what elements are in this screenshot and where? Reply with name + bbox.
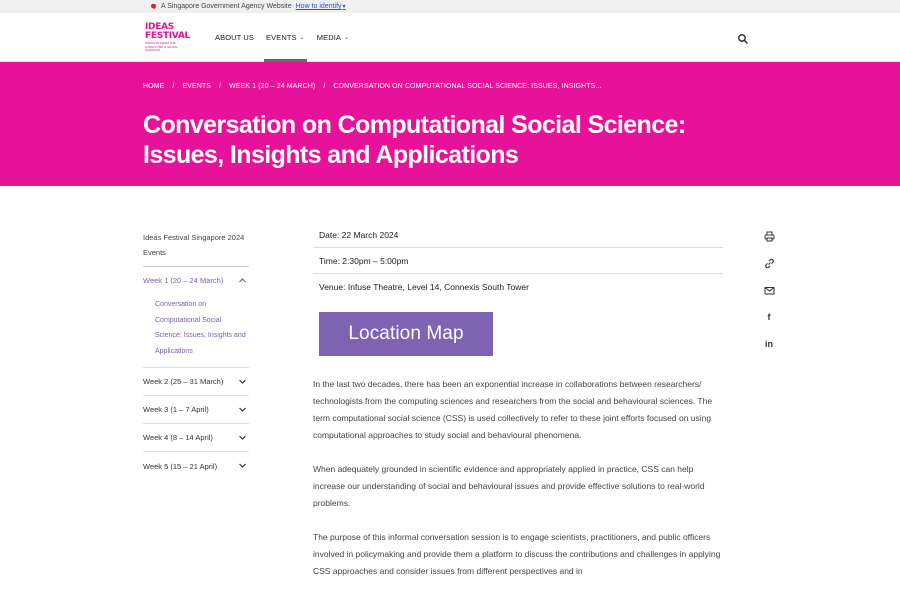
event-description (313, 376, 723, 597)
logo-line-1: IDEAS (145, 22, 174, 32)
event-date: Date: 22 March 2024 (313, 222, 723, 248)
how-to-identify-link[interactable]: How to identify▾ (295, 3, 346, 10)
sidebar-item-current-event[interactable]: Conversation on Computational Social Science: Issues, Insights and Applications (143, 293, 249, 368)
search-icon[interactable] (737, 32, 749, 44)
nav-about-us[interactable]: ABOUT US (215, 33, 255, 42)
description-paragraph: In the last two decades, there has been an exponential increase in collaborations between researchers/ technologists from the computing sciences and researchers from the social and behavioural sciences. The term computational social science (CSS) is used collectively to refer to these joint efforts focused on using computational approaches to study social and behavioural phenomena. (313, 379, 713, 440)
ideas-festival-logo[interactable] (145, 23, 193, 51)
chevron-up-icon (238, 276, 247, 285)
event-content (313, 222, 723, 576)
link-icon[interactable] (763, 257, 775, 269)
linkedin-icon[interactable]: in (765, 339, 773, 349)
sidebar-week-3[interactable] (143, 396, 249, 424)
nav-media[interactable]: MEDIA ⌄ (316, 33, 350, 42)
sidebar-week-label: Week 4 (8 – 14 April) (143, 433, 213, 442)
nav-events[interactable]: EVENTS ⌄ (266, 13, 305, 62)
logo-line-2: FESTIVAL (145, 31, 190, 41)
lion-head-icon (150, 3, 157, 10)
breadcrumb-home[interactable]: HOME (143, 83, 165, 90)
chevron-down-icon: ⌄ (299, 35, 305, 41)
logo-tagline: INSIGHTS FROM THE COMPUTING & SOCIAL SCIENCES (145, 41, 178, 52)
share-toolbar (763, 230, 775, 365)
description-paragraph: When adequately grounded in scientific evidence and appropriately applied in practice, CSS can help increase our understanding of social and behavioural issues and provide effective solutions to real-world problems. (313, 464, 705, 508)
event-venue: Venue: Infuse Theatre, Level 14, Connexis South Tower (319, 282, 529, 292)
main-nav (215, 13, 361, 62)
breadcrumb-separator: / (323, 83, 326, 90)
sidebar-week-label: Week 1 (20 – 24 March) (143, 275, 224, 285)
page-title: Conversation on Computational Social Science: Issues, Insights and Applications (143, 111, 686, 169)
sidebar-heading: Ideas Festival Singapore 2024 Events (143, 230, 249, 267)
breadcrumb-separator: / (172, 83, 175, 90)
sidebar-week-label: Week 2 (25 – 31 March) (143, 377, 224, 386)
breadcrumb-week-1[interactable]: WEEK 1 (20 – 24 MARCH) (229, 83, 316, 90)
description-paragraph: The purpose of this informal conversation session is to engage scientists, practitioners, and public officers involved in policymaking and provide them a platform to discuss the contributions and challenges in applying CSS approaches and consider issues from different perspectives and in (313, 532, 721, 576)
sidebar-week-5[interactable] (143, 452, 249, 480)
chevron-down-icon (238, 461, 247, 470)
breadcrumb-separator: / (219, 83, 222, 90)
chevron-down-icon: ▾ (342, 4, 346, 10)
sidebar-week-1[interactable] (143, 267, 249, 293)
sidebar-week-2[interactable] (143, 368, 249, 396)
events-sidebar (143, 230, 249, 480)
facebook-icon[interactable]: f (767, 312, 771, 322)
sidebar-week-label: Week 3 (1 – 7 April) (143, 405, 209, 414)
breadcrumb-events[interactable]: EVENTS (182, 83, 212, 90)
breadcrumb-current: CONVERSATION ON COMPUTATIONAL SOCIAL SCIENCE: ISSUES, INSIGHTS... (333, 83, 602, 90)
chevron-down-icon: ⌄ (344, 35, 350, 41)
sidebar-week-label: Week 5 (15 – 21 April) (143, 461, 218, 471)
chevron-down-icon (238, 433, 247, 442)
sidebar-week-4[interactable] (143, 424, 249, 452)
site-header (0, 13, 900, 62)
chevron-down-icon (238, 405, 247, 414)
chevron-down-icon (238, 377, 247, 386)
gov-masthead (0, 0, 900, 13)
mail-icon[interactable] (763, 284, 775, 296)
location-map-button[interactable]: Location Map (319, 312, 493, 356)
breadcrumb (143, 83, 602, 90)
event-time: Time: 2:30pm – 5:00pm (313, 248, 723, 274)
masthead-text: A Singapore Government Agency Website (161, 3, 292, 10)
print-icon[interactable] (763, 230, 775, 242)
page-hero (0, 62, 900, 186)
